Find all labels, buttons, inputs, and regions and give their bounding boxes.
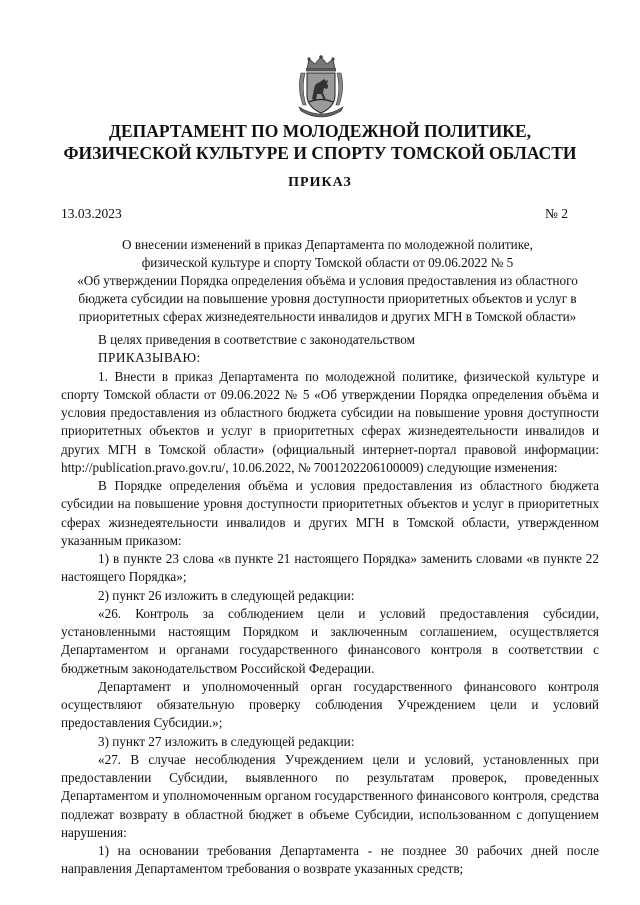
- subject-line: физической культуре и спорту Томской области от 09.06.2022 № 5: [141, 255, 514, 270]
- subject-line: приоритетных сферах жизнедеятельности инвалидов и других МГН в Томской области»: [78, 309, 577, 324]
- paragraph: 2) пункт 26 изложить в следующей редакции:: [98, 587, 355, 603]
- document-number: № 2: [544, 206, 568, 221]
- paragraph: 1) на основании требования Департамента - не позднее 30 рабочих дней после направления Департаментом требования о возврате указанных средств;: [61, 843, 599, 877]
- paragraph: «27. В случае несоблюдения Учреждением цели и условий, установленных при предоставлении Субсидии, выявленного по результатам проверок, проведенных Департаментом и уполномоченным органом государственного финансового контроля, средства подлежат возврату в областной бюджет в объеме Субсидии, использованном с допущением нарушения:: [61, 751, 599, 840]
- subject-line: «Об утверждении Порядка определения объёма и условия предоставления из областного: [77, 273, 578, 288]
- subject-line: О внесении изменений в приказ Департамента по молодежной политике,: [122, 237, 533, 252]
- paragraph: «26. Контроль за соблюдением цели и условий предоставления субсидии, установленными настоящим Порядком и заключенным соглашением, осуществляется Департаментом и органами государственного финансового контроля в соответствии с бюджетным законодательством Российской Федерации.: [61, 605, 599, 676]
- document-type: ПРИКАЗ: [288, 175, 352, 190]
- organization-name-line2: ФИЗИЧЕСКОЙ КУЛЬТУРЕ И СПОРТУ ТОМСКОЙ ОБЛАСТИ: [63, 143, 577, 163]
- paragraph: Департамент и уполномоченный орган государственного финансового контроля осуществляют обязательную проверку соблюдения Учреждением цели и условий предоставления Субсидии.»;: [61, 678, 599, 731]
- paragraph: 1) в пункте 23 слова «в пункте 21 настоящего Порядка» заменить словами «в пункте 22 настоящего Порядка»;: [61, 551, 599, 585]
- document-subject: [55, 236, 600, 326]
- organization-name-line1: ДЕПАРТАМЕНТ ПО МОЛОДЕЖНОЙ ПОЛИТИКЕ,: [108, 121, 532, 141]
- subject-line: бюджета субсидии на повышение уровня доступности приоритетных объектов и услуг в: [78, 291, 577, 306]
- paragraph: 3) пункт 27 изложить в следующей редакции:: [98, 733, 355, 749]
- order-word: ПРИКАЗЫВАЮ:: [98, 350, 201, 366]
- coat-of-arms-emblem: [295, 55, 347, 119]
- preamble: В целях приведения в соответствие с законодательством: [98, 332, 415, 347]
- paragraph: 1. Внести в приказ Департамента по молодежной политике, физической культуре и спорту Томской области от 09.06.2022 № 5 «Об утверждении Порядка определения объёма и условия предоставления из областного бюджета субсидии на повышение уровня доступности приоритетных объектов и услуг в приоритетных сферах жизнедеятельности инвалидов и других МГН в Томской области» (официальный интернет-портал правовой информации: http://publication.pravo.gov.ru/, 10.06.2022, № 7001202206100009) следующие изменения:: [61, 368, 599, 475]
- document-date: 13.03.2023: [61, 206, 122, 221]
- paragraph: В Порядке определения объёма и условия предоставления из областного бюджета субсидии на повышение уровня доступности приоритетных объектов и услуг в приоритетных сферах жизнедеятельности инвалидов и других МГН в Томской области, утвержденном указанным приказом:: [61, 478, 599, 548]
- document-body: [61, 331, 599, 879]
